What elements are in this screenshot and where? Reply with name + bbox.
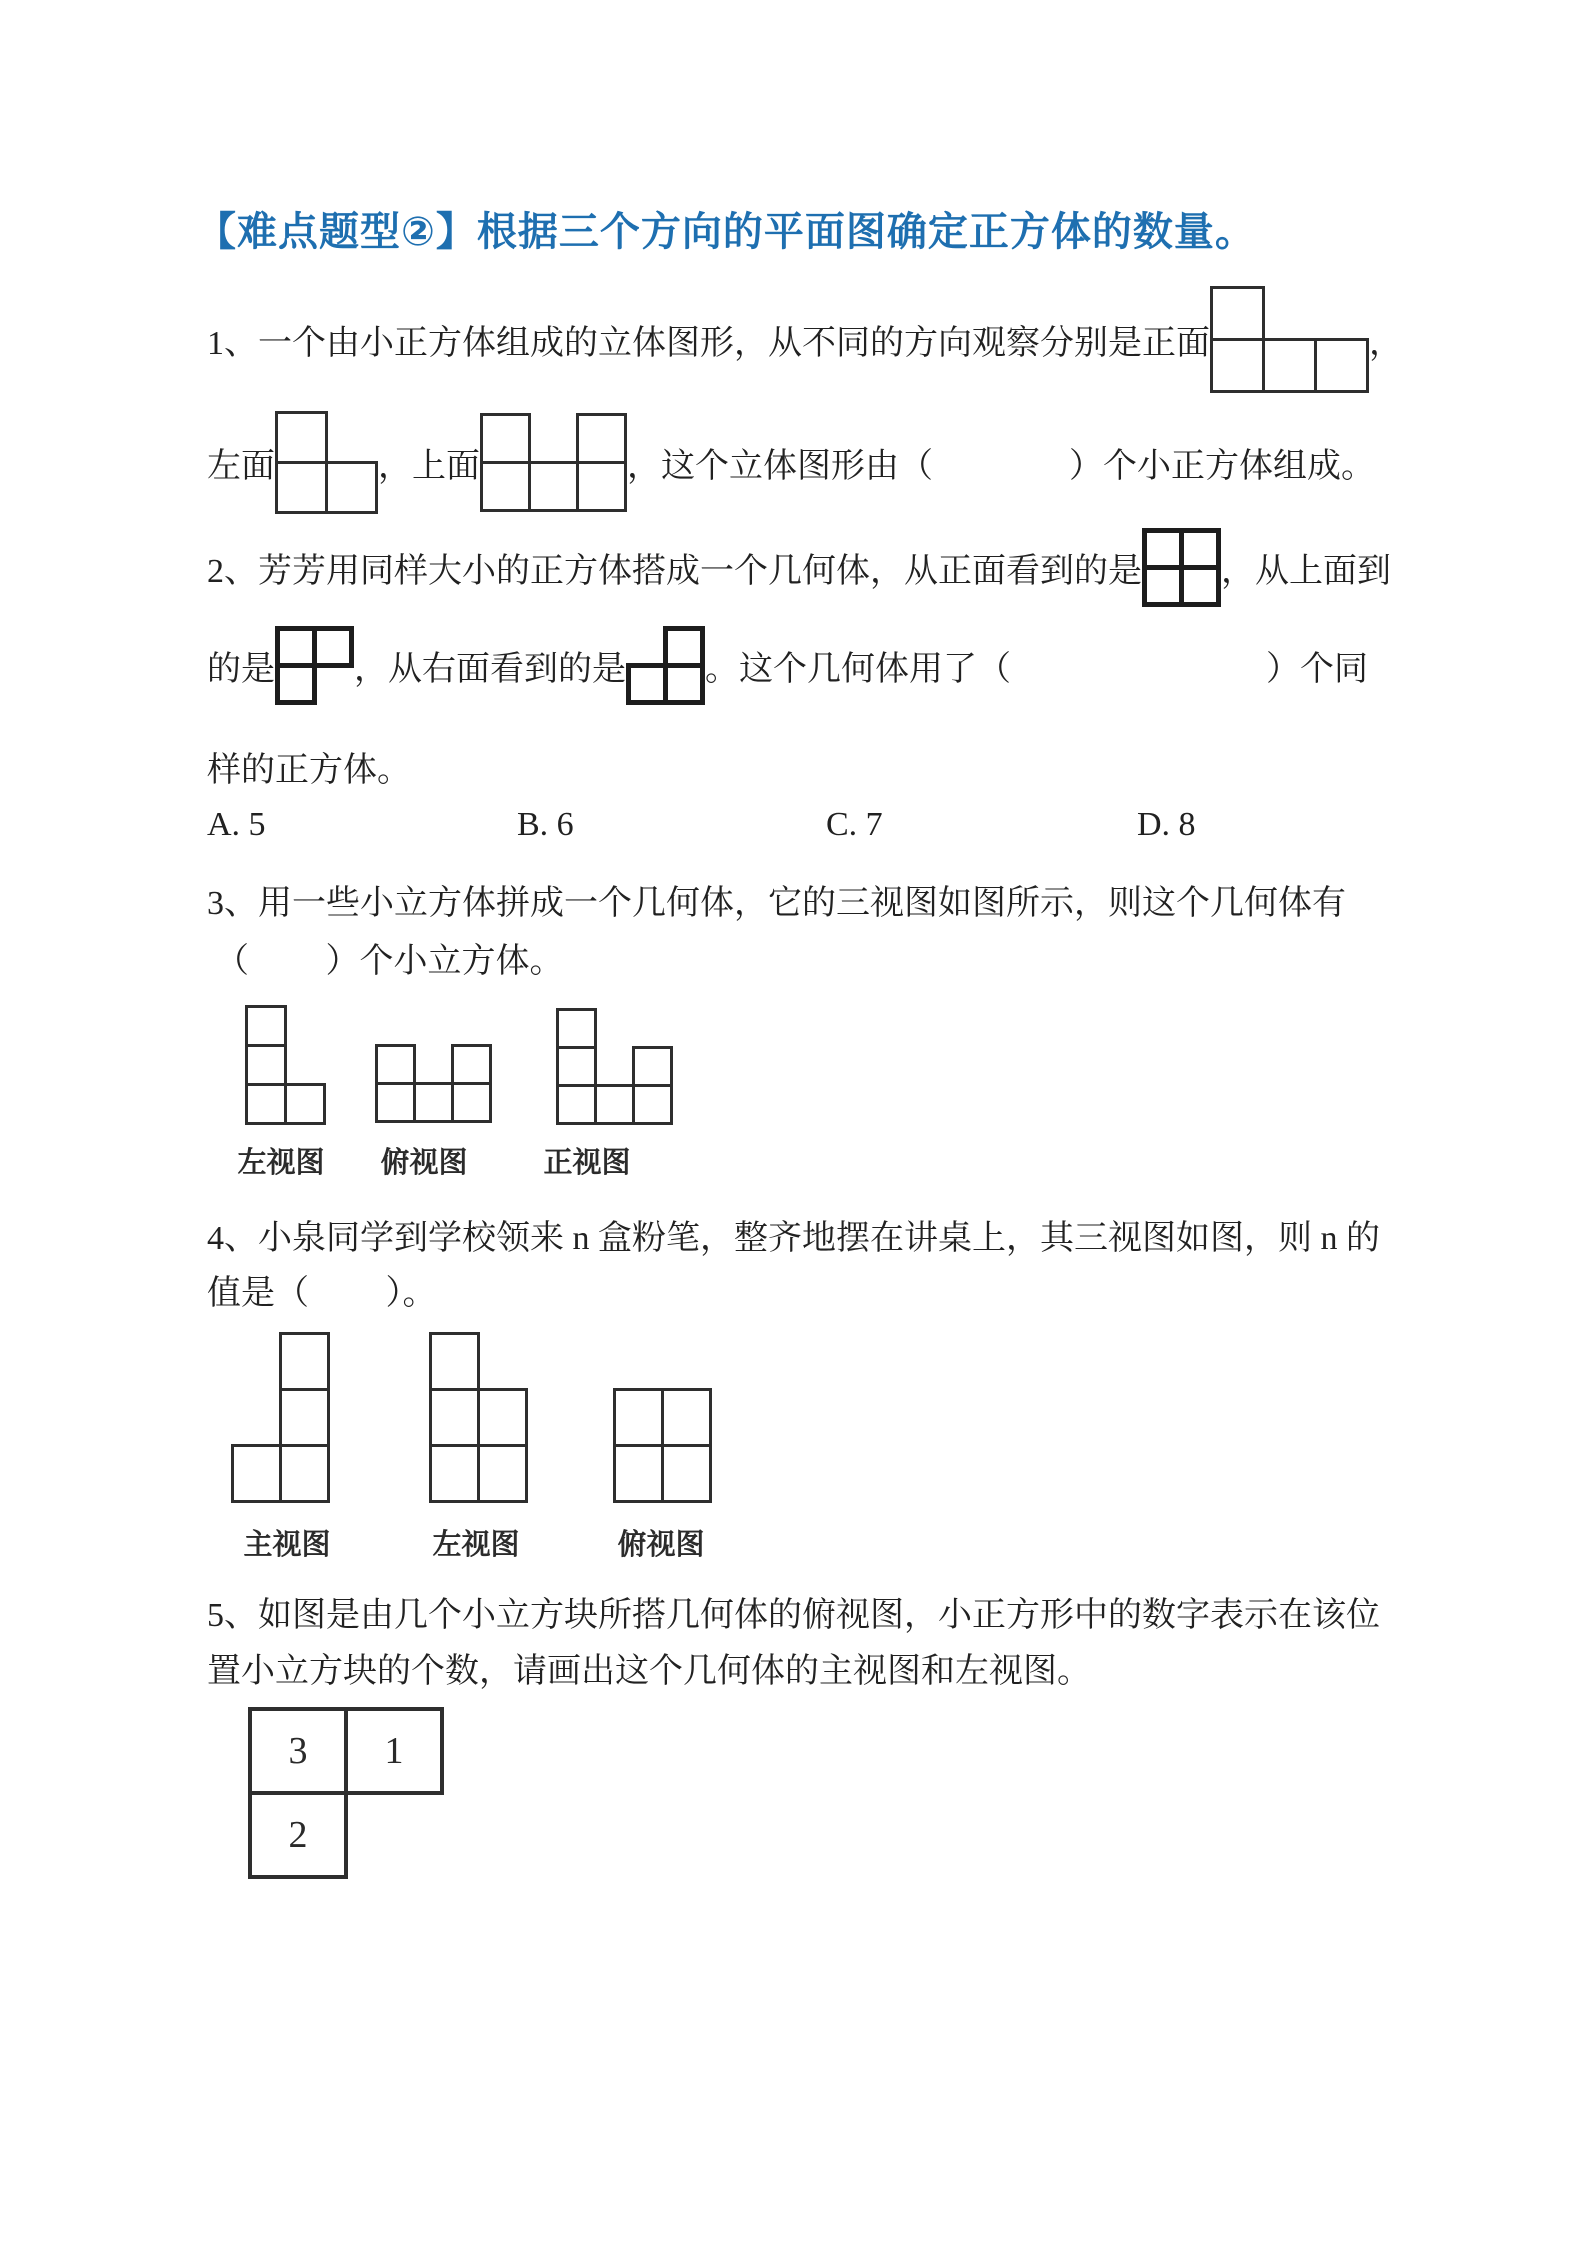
q3-line1-text: 3、用一些小立方体拼成一个几何体，它的三视图如图所示，则这个几何体有 <box>207 885 1346 922</box>
grid-cell <box>663 626 705 668</box>
grid-cell <box>245 1044 287 1086</box>
grid-cell <box>576 461 627 512</box>
grid-cell <box>245 1005 287 1047</box>
grid-cell <box>556 1084 597 1125</box>
q4-top-view-diagram <box>613 1388 712 1503</box>
q2-line1-text2: ，从上面到 <box>1221 552 1391 590</box>
q1-line2-text2: ，上面 <box>378 448 480 485</box>
q1-front-view-diagram <box>1210 286 1369 393</box>
option-a: A. 5 <box>207 806 266 843</box>
q4-line1 <box>207 1210 1380 1259</box>
grid-cell: 1 <box>344 1707 444 1795</box>
grid-cell <box>429 1332 480 1391</box>
grid-cell <box>613 1444 664 1503</box>
grid-cell <box>626 663 668 705</box>
q1-line1 <box>207 286 1403 393</box>
q5-line2-text: 置小立方块的个数，请画出这个几何体的主视图和左视图。 <box>207 1653 1091 1690</box>
grid-cell: 2 <box>248 1791 348 1879</box>
grid-cell <box>1314 338 1369 393</box>
grid-cell <box>279 1332 330 1391</box>
q1-line1-comma: ， <box>1369 325 1403 362</box>
q3-line1 <box>207 875 1346 924</box>
q2-line1-text1: 2、芳芳用同样大小的正方体搭成一个几何体，从正面看到的是 <box>207 552 1142 590</box>
grid-cell <box>556 1046 597 1087</box>
q2-line3-text: 样的正方体。 <box>207 752 411 789</box>
grid-cell <box>477 1388 528 1447</box>
grid-cell <box>325 461 378 514</box>
grid-cell <box>1142 528 1184 570</box>
grid-cell <box>632 1046 673 1087</box>
grid-cell <box>413 1082 454 1123</box>
q3-line2-text: （ ）个小立方体。 <box>215 943 564 980</box>
grid-cell <box>275 461 328 514</box>
grid-cell <box>245 1083 287 1125</box>
q2-line2-text1: 的是 <box>207 650 275 688</box>
grid-cell <box>279 1388 330 1447</box>
grid-cell <box>429 1444 480 1503</box>
q1-line2-text3: ，这个立体图形由（ ）个小正方体组成。 <box>627 448 1375 485</box>
grid-cell <box>556 1008 597 1049</box>
q4-line1-text: 4、小泉同学到学校领来 n 盒粉笔，整齐地摆在讲桌上，其三视图如图，则 n 的 <box>207 1220 1380 1257</box>
q2-front-view-diagram <box>1142 528 1221 607</box>
grid-cell <box>576 413 627 464</box>
grid-cell <box>451 1044 492 1085</box>
q5-numbered-top-view-grid <box>248 1707 444 1879</box>
q2-line1 <box>207 527 1391 607</box>
grid-cell <box>284 1083 326 1125</box>
option-b: B. 6 <box>517 806 574 843</box>
page-title: 【难点题型②】根据三个方向的平面图确定正方体的数量。 <box>196 210 1256 254</box>
q2-top-view-diagram <box>275 626 354 705</box>
grid-cell <box>661 1388 712 1447</box>
grid-cell <box>480 413 531 464</box>
q4-line2-text: 值是（ ）。 <box>207 1275 437 1312</box>
grid-cell: 3 <box>248 1707 348 1795</box>
q4-main-view-label: 主视图 <box>243 1529 331 1561</box>
grid-cell <box>632 1084 673 1125</box>
grid-cell <box>613 1388 664 1447</box>
q3-front-view-diagram <box>556 1008 673 1125</box>
q4-left-view-label: 左视图 <box>432 1529 520 1561</box>
grid-cell <box>477 1444 528 1503</box>
grid-cell <box>312 626 354 668</box>
q1-line2-text1: 左面 <box>207 448 275 485</box>
q2-line3 <box>207 742 411 791</box>
q3-top-view-diagram <box>375 1044 492 1123</box>
grid-cell <box>275 411 328 464</box>
q2-line2-text3: 。这个几何体用了（ ）个同 <box>705 650 1368 688</box>
q5-line1-text: 5、如图是由几个小立方块所搭几何体的俯视图，小正方形中的数字表示在该位 <box>207 1597 1380 1634</box>
q4-top-view-label: 俯视图 <box>617 1529 705 1561</box>
option-c: C. 7 <box>826 806 883 843</box>
q3-line2 <box>215 933 564 982</box>
grid-cell <box>375 1044 416 1085</box>
q5-line2 <box>207 1643 1091 1692</box>
q1-top-view-diagram <box>480 413 627 512</box>
grid-cell <box>594 1084 635 1125</box>
grid-cell <box>663 663 705 705</box>
grid-cell <box>275 663 317 705</box>
q3-left-view-diagram <box>245 1005 326 1125</box>
q5-line1 <box>207 1587 1380 1636</box>
grid-cell <box>279 1444 330 1503</box>
grid-cell <box>1179 528 1221 570</box>
q3-front-view-label: 正视图 <box>543 1147 631 1179</box>
q4-left-view-diagram <box>429 1332 528 1503</box>
grid-cell <box>429 1388 480 1447</box>
q4-line2 <box>207 1265 437 1314</box>
grid-cell <box>375 1082 416 1123</box>
grid-cell <box>1179 565 1221 607</box>
q1-line2 <box>207 411 1375 514</box>
q1-left-view-diagram <box>275 411 378 514</box>
grid-cell <box>451 1082 492 1123</box>
grid-cell <box>1210 286 1265 341</box>
q2-line2 <box>207 625 1368 705</box>
grid-cell <box>480 461 531 512</box>
grid-cell <box>231 1444 282 1503</box>
grid-cell <box>1210 338 1265 393</box>
q2-right-view-diagram <box>626 626 705 705</box>
option-d: D. 8 <box>1137 806 1196 843</box>
grid-cell <box>275 626 317 668</box>
grid-cell <box>528 461 579 512</box>
grid-cell <box>1262 338 1317 393</box>
grid-cell <box>1142 565 1184 607</box>
grid-cell <box>661 1444 712 1503</box>
q2-line2-text2: ，从右面看到的是 <box>354 650 626 688</box>
q3-top-view-label: 俯视图 <box>380 1147 468 1179</box>
q4-main-view-diagram <box>231 1332 330 1503</box>
q1-line1-text: 1、一个由小正方体组成的立体图形，从不同的方向观察分别是正面 <box>207 325 1210 362</box>
q3-left-view-label: 左视图 <box>237 1147 325 1179</box>
